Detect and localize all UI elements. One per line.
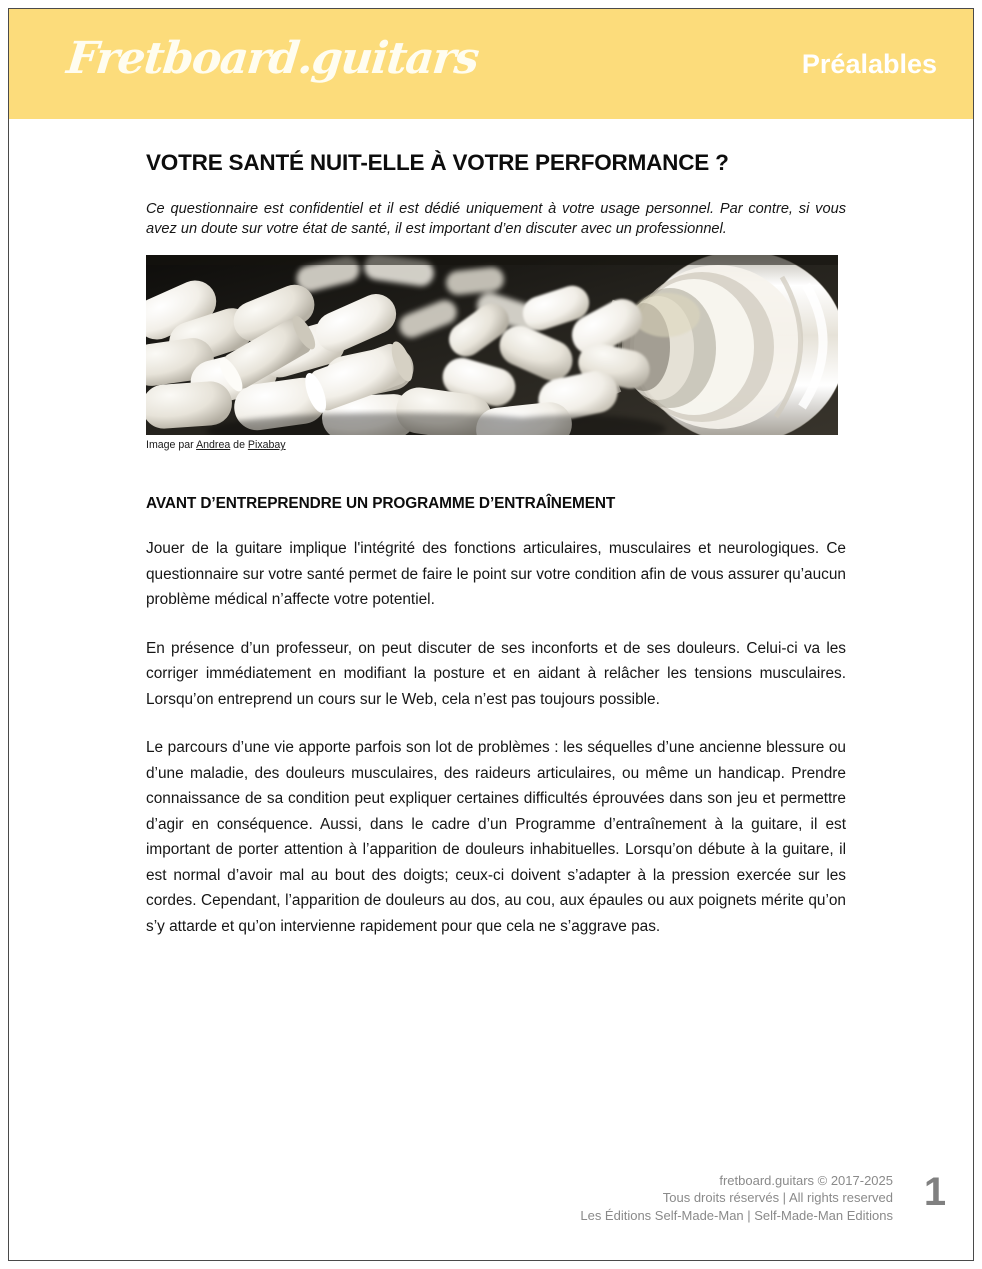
figure-pills	[146, 255, 838, 452]
figure-author-link[interactable]: Andrea	[196, 439, 231, 451]
figure-caption-prefix: Image par	[146, 439, 197, 451]
body-paragraph-3: Le parcours d’une vie apporte parfois son lot de problèmes : les séquelles d’une ancienne blessure ou d’une maladie, des douleurs musculaires, des raideurs articulaires, ou même un handicap. Prendre connaissance de sa condition peut expliquer certaines difficultés éprouvées dans son jeu et permettre d’agir en conséquence. Aussi, dans le cadre d’un Programme d’entraînement à la guitare, il est important de porter attention à l’apparition de douleurs inhabituelles. Lorsqu’on débute à la guitare, il est normal d’avoir mal au bout des doigts; ceux-ci doivent s’adapter à la pression exercée sur les cordes. Cependant, l’apparition de douleurs au dos, au cou, aux épaules ou aux poignets mérite qu’on s’y attarde et qu’on intervienne rapidement pour que cela ne s’aggrave pas.	[146, 739, 846, 935]
intro-disclaimer: Ce questionnaire est confidentiel et il est dédié uniquement à votre usage personnel. Par contre, si vous avez un doute sur votre état de santé, il est important d’en discuter avec un professionnel.	[146, 201, 846, 237]
page-frame	[8, 8, 974, 1261]
footer-line-2: Tous droits réservés | All rights reserved	[662, 1190, 893, 1205]
footer-line-3: Les Éditions Self-Made-Man | Self-Made-Man Editions	[580, 1207, 893, 1223]
page-title: VOTRE SANTÉ NUIT-ELLE À VOTRE PERFORMANCE ?	[146, 150, 729, 175]
figure-caption-middle: de	[230, 439, 248, 451]
figure-source-link[interactable]: Pixabay	[247, 439, 286, 451]
header-section-title: Préalables	[801, 49, 937, 79]
page-number: 1	[923, 1169, 947, 1214]
document-content	[146, 149, 846, 939]
brand-logo[interactable]: Fretboard.guitars	[64, 33, 481, 84]
footer-copyright	[580, 1170, 893, 1225]
body-paragraph-1: Jouer de la guitare implique l'intégrité des fonctions articulaires, musculaires et neurologiques. Ce questionnaire sur votre santé permet de faire le point sur votre condition afin de vous assurer qu’aucun problème médical n’affecte votre potentiel.	[146, 540, 846, 608]
page-header	[9, 9, 973, 119]
figure-caption	[146, 438, 838, 452]
page-footer	[580, 1170, 955, 1225]
figure-image	[146, 255, 838, 435]
section-heading: AVANT D’ENTREPRENDRE UN PROGRAMME D’ENTRAÎNEMENT	[146, 495, 616, 512]
footer-line-1: fretboard.guitars © 2017-2025	[719, 1172, 893, 1188]
body-paragraph-2: En présence d’un professeur, on peut discuter de ses inconforts et de ses douleurs. Celui-ci va les corriger immédiatement en modifiant la posture et en aidant à relâcher les tensions musculaires. Lorsqu’on entreprend un cours sur le Web, cela n’est pas toujours possible.	[146, 639, 846, 708]
